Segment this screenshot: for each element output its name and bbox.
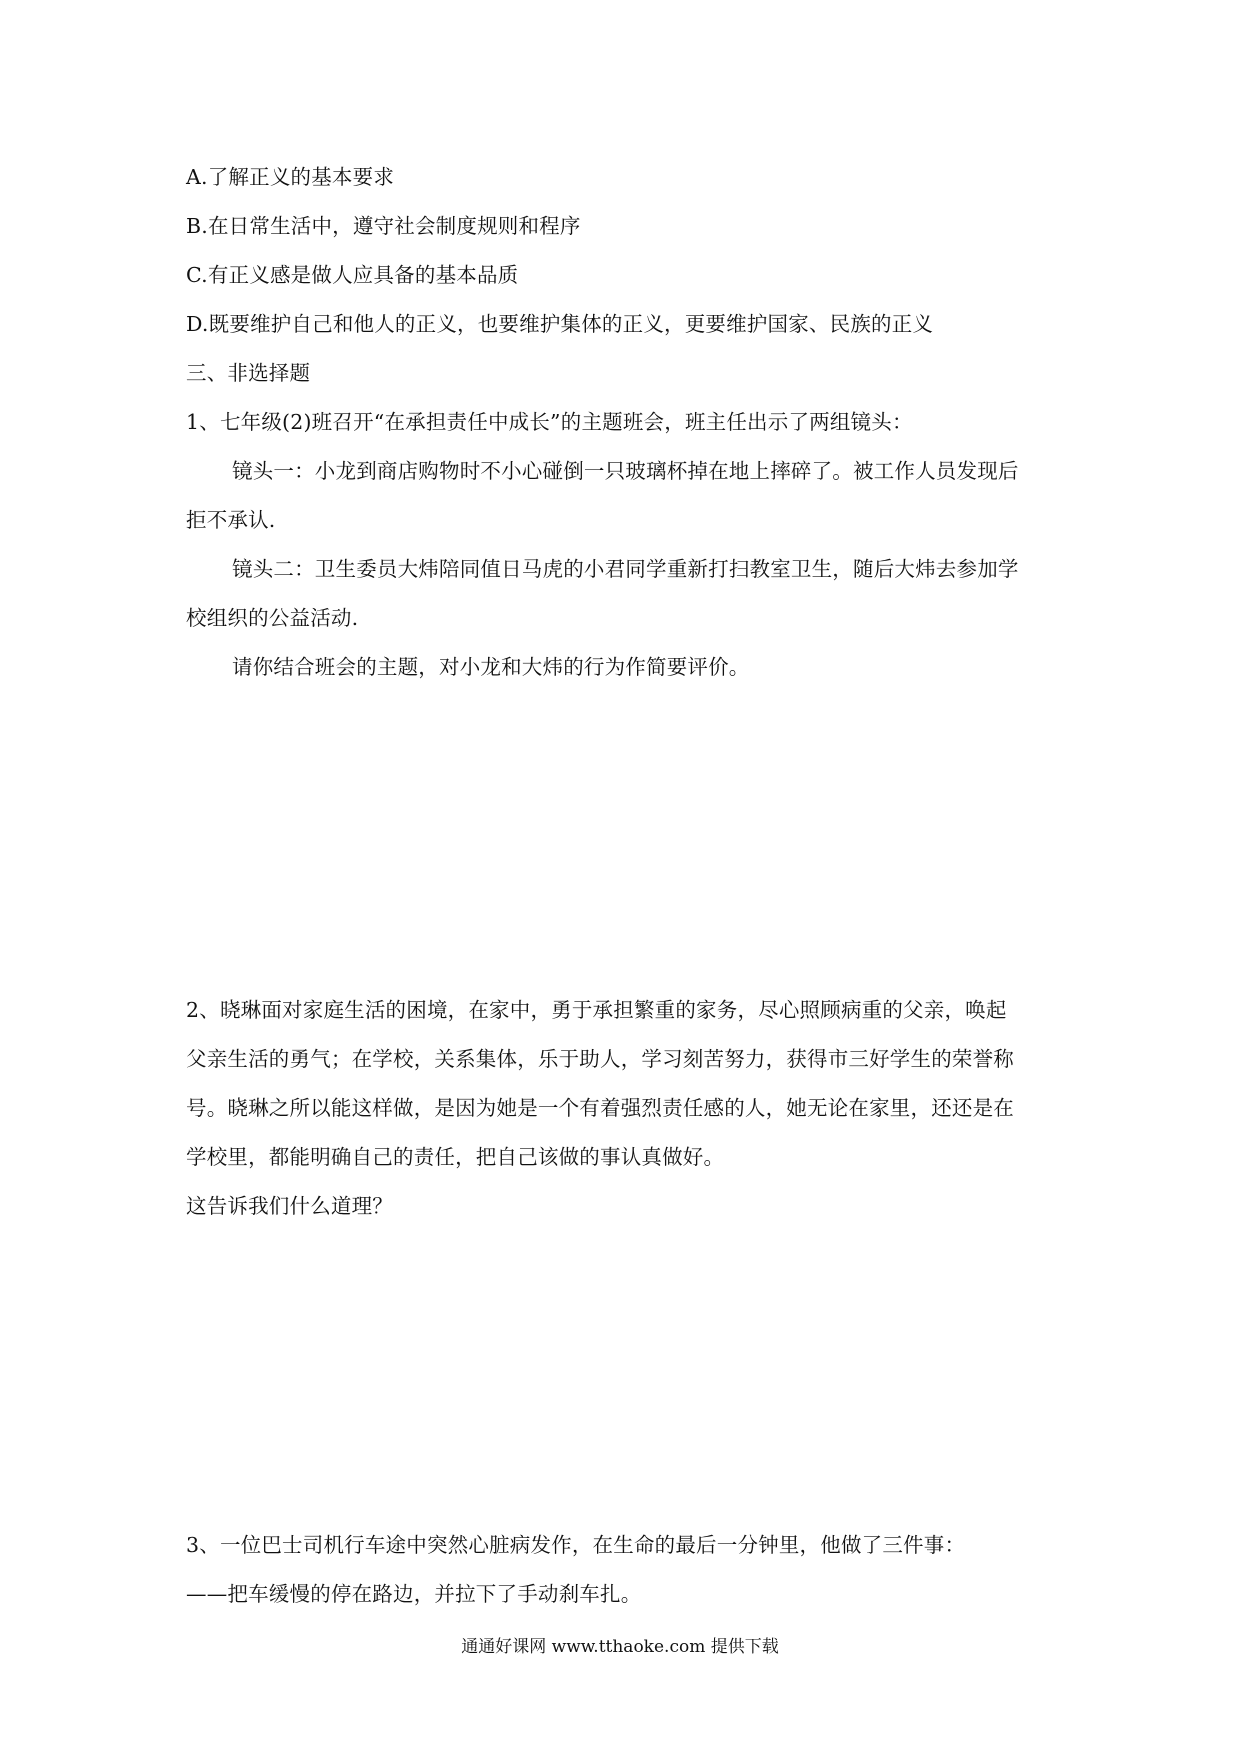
q1-shot2-line2: 校组织的公益活动. xyxy=(186,606,359,630)
option-b: B.在日常生活中，遵守社会制度规则和程序 xyxy=(186,214,581,238)
q2-line2: 父亲生活的勇气；在学校，关系集体，乐于助人，学习刻苦努力，获得市三好学生的荣誉称 xyxy=(186,1047,1014,1071)
option-d: D.既要维护自己和他人的正义，也要维护集体的正义，更要维护国家、民族的正义 xyxy=(186,312,934,336)
q1-prompt: 请你结合班会的主题，对小龙和大炜的行为作简要评价。 xyxy=(232,655,750,679)
section-heading: 三、非选择题 xyxy=(186,361,311,385)
q2-question: 这告诉我们什么道理？ xyxy=(186,1194,393,1218)
q1-shot2-line1: 镜头二：卫生委员大炜陪同值日马虎的小君同学重新打扫教室卫生，随后大炜去参加学 xyxy=(232,557,1019,581)
q3-line2: ——把车缓慢的停在路边，并拉下了手动刹车扎。 xyxy=(186,1582,642,1606)
q2-line3: 号。晓琳之所以能这样做，是因为她是一个有着强烈责任感的人，她无论在家里，还还是在 xyxy=(186,1096,1014,1120)
q1-shot1-line1: 镜头一：小龙到商店购物时不小心碰倒一只玻璃杯掉在地上摔碎了。被工作人员发现后 xyxy=(232,459,1019,483)
q3-line1: 3、一位巴士司机行车途中突然心脏病发作，在生命的最后一分钟里，他做了三件事： xyxy=(186,1533,966,1557)
q1-stem: 1、七年级(2)班召开“在承担责任中成长”的主题班会，班主任出示了两组镜头： xyxy=(186,410,913,434)
q2-line4: 学校里，都能明确自己的责任，把自己该做的事认真做好。 xyxy=(186,1145,725,1169)
option-a: A.了解正义的基本要求 xyxy=(186,165,395,189)
q1-shot1-line2: 拒不承认. xyxy=(186,508,276,532)
footer-credit: 通通好课网 www.tthaoke.com 提供下载 xyxy=(461,1637,779,1657)
option-c: C.有正义感是做人应具备的基本品质 xyxy=(186,263,519,287)
q2-line1: 2、晓琳面对家庭生活的困境，在家中，勇于承担繁重的家务，尽心照顾病重的父亲，唤起 xyxy=(186,998,1007,1022)
